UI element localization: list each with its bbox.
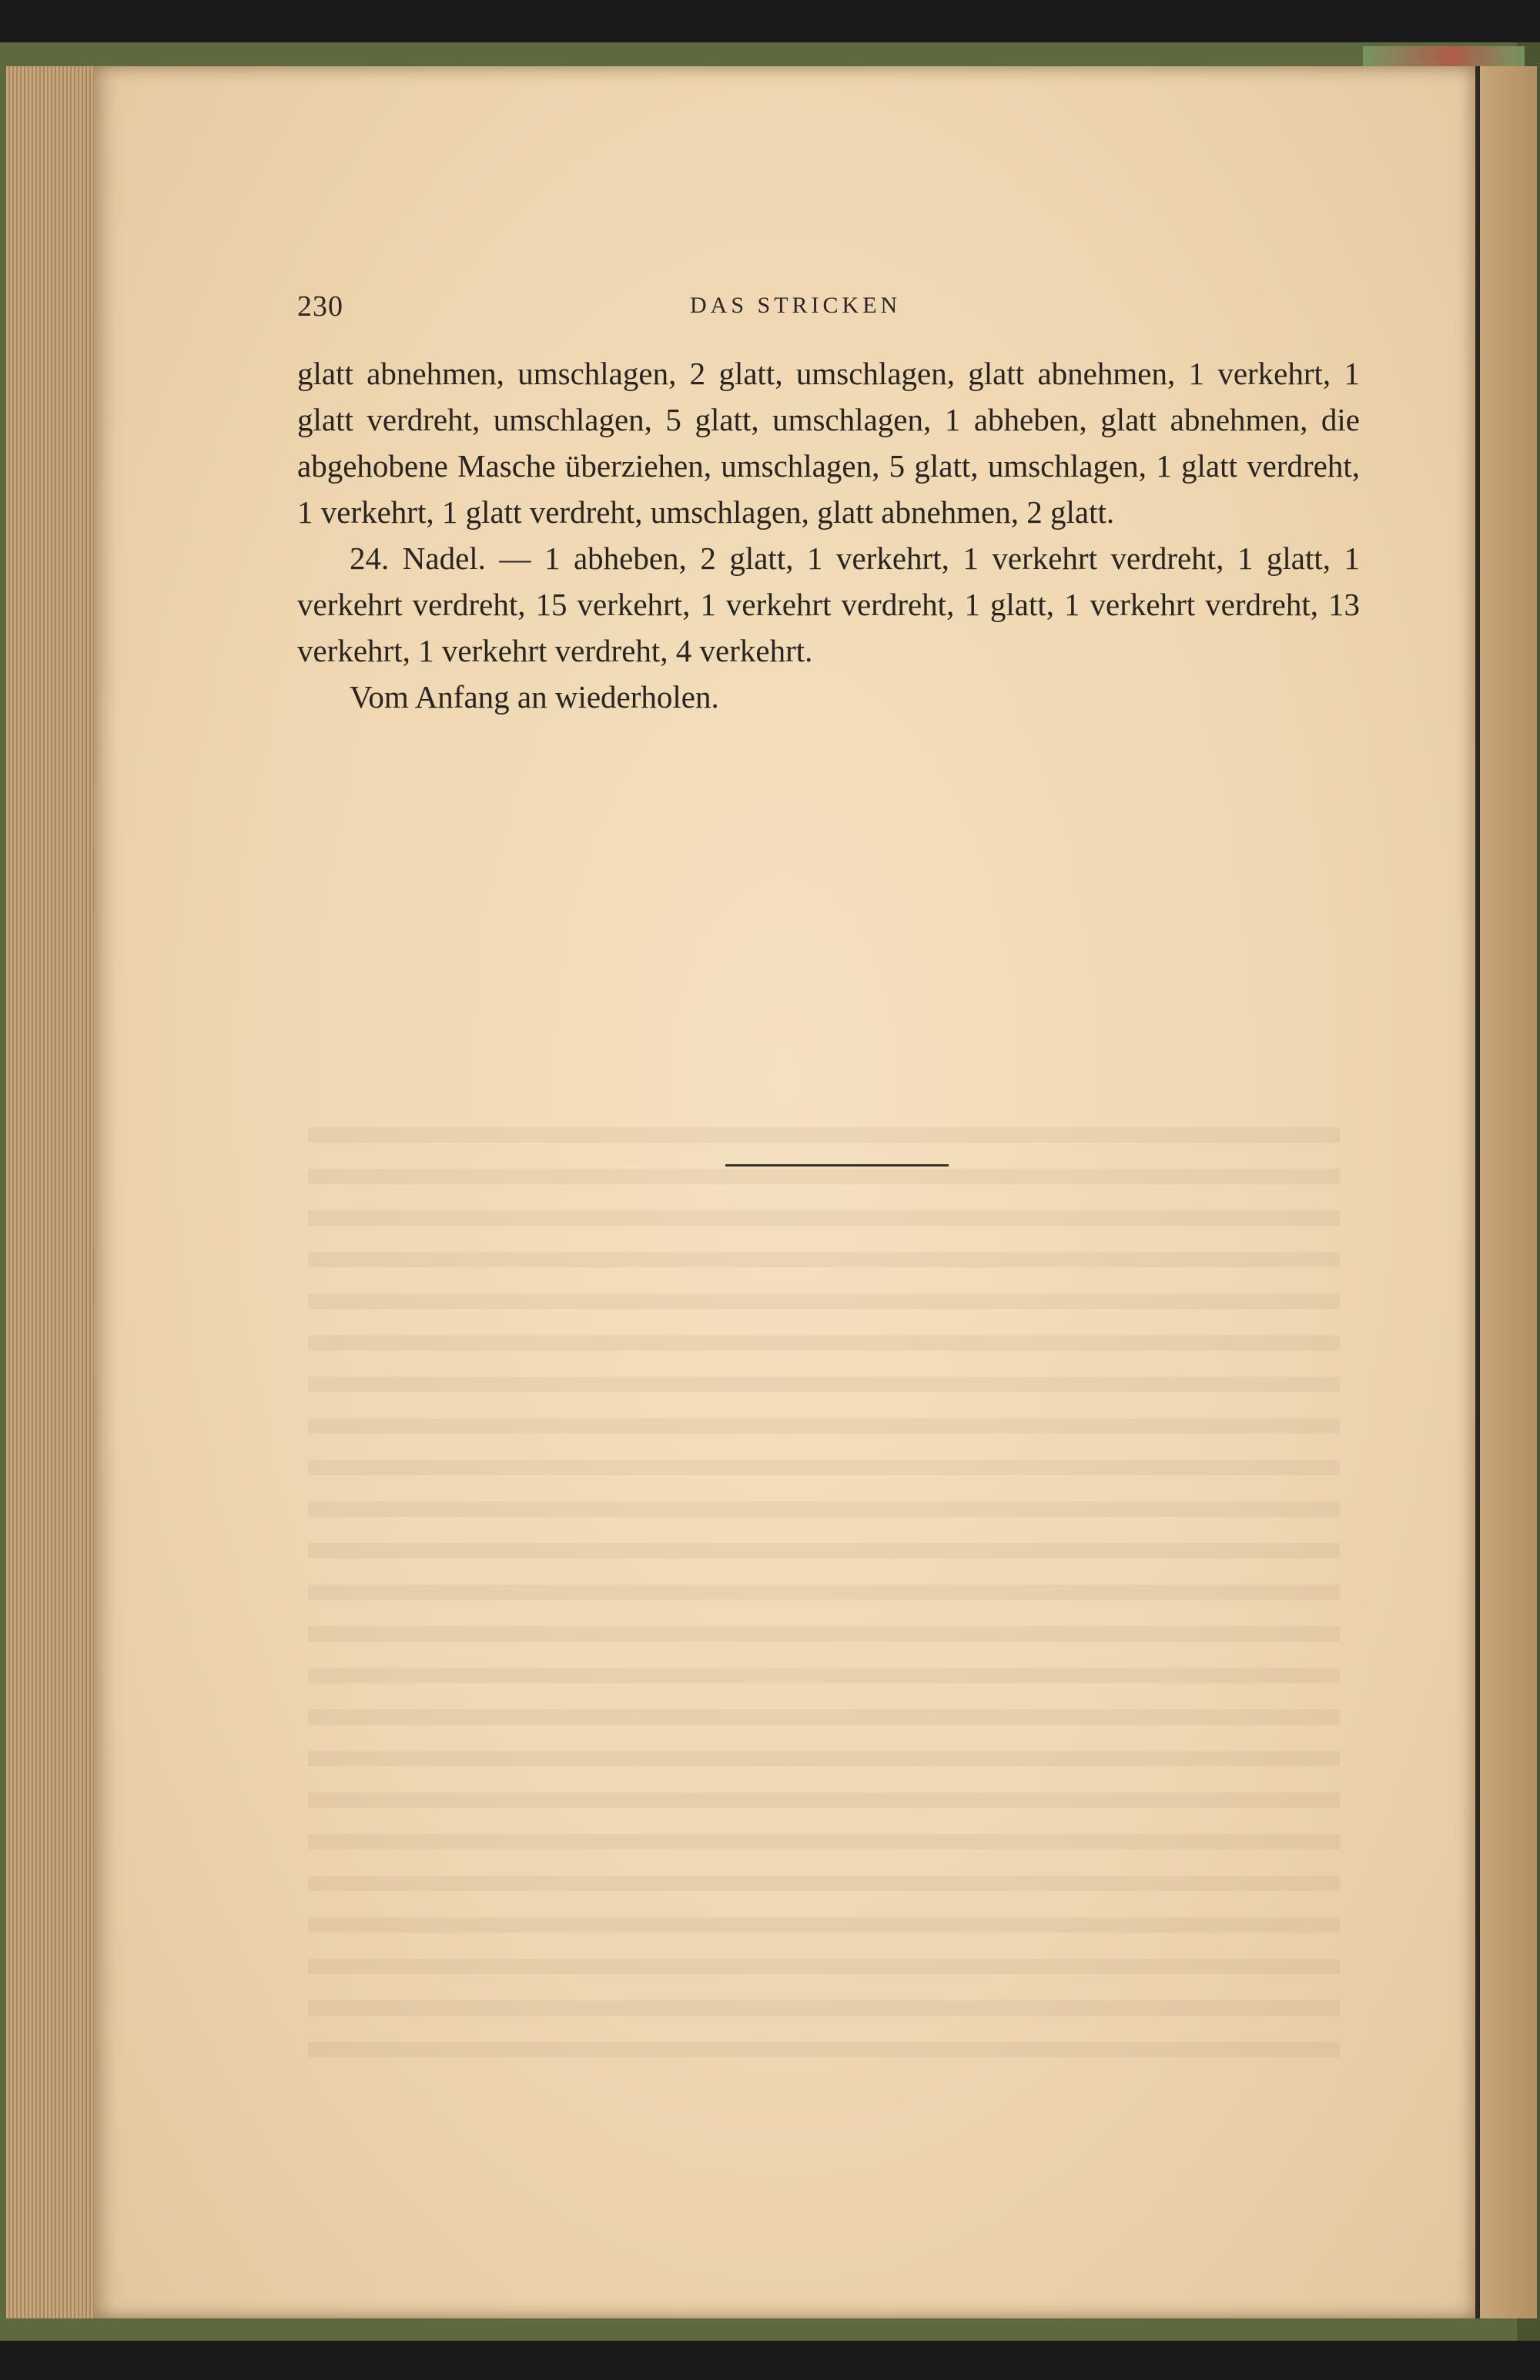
page-number: 230: [297, 290, 343, 323]
page-gutter: [1475, 66, 1537, 2318]
paragraph-needle-24: 24. Nadel. — 1 abheben, 2 glatt, 1 verkehrt, 1 verkehrt verdreht, 1 glatt, 1 verkehrt verdreht, 15 verkehrt, 1 verkehrt verdreht, 1 glatt, 1 verkehrt verdreht, 13 verkehrt, 1 verkehrt verdreht, 4 verkehrt.: [297, 541, 1360, 668]
running-title: DAS STRICKEN: [690, 293, 902, 318]
paragraph-instructions-continued: glatt abnehmen, umschlagen, 2 glatt, umschlagen, glatt abnehmen, 1 verkehrt, 1 glatt verdreht, umschlagen, 5 glatt, umschlagen, 1 abheben, glatt abnehmen, die abgehobene Masche überziehen, umschlagen, 5 glatt, umschlagen, 1 glatt verdreht, 1 verkehrt, 1 glatt verdreht, umschlagen, glatt abnehmen, 2 glatt.: [297, 356, 1360, 530]
page-edges: [6, 66, 99, 2318]
body-text: [297, 350, 1360, 720]
section-divider: [725, 1164, 949, 1167]
bleed-through-text: [308, 1101, 1340, 2064]
paragraph-repeat-note: Vom Anfang an wiederholen.: [350, 679, 719, 715]
page-header: [297, 290, 1360, 326]
